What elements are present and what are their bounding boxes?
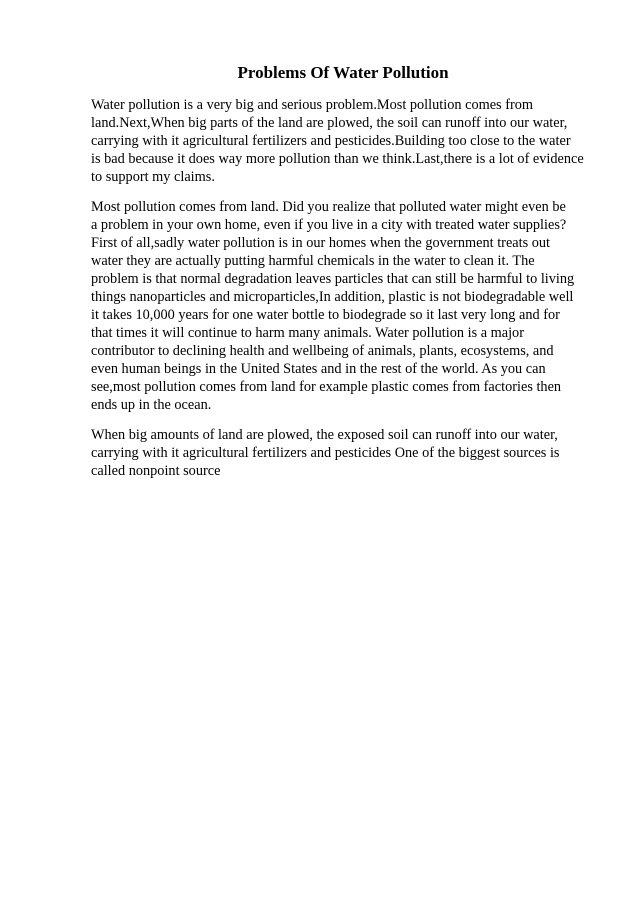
document-title: Problems Of Water Pollution xyxy=(237,63,449,82)
paragraph-line: carrying with it agricultural fertilizers and pesticides One of the biggest sources is xyxy=(91,445,560,461)
paragraph-line: called nonpoint source xyxy=(91,463,221,479)
paragraph-line: to support my claims. xyxy=(91,169,215,185)
paragraph-line: a problem in your own home, even if you live in a city with treated water supplies? xyxy=(91,217,567,233)
paragraph-line: see,most pollution comes from land for example plastic comes from factories then xyxy=(91,379,562,395)
paragraph-line: land.Next,When big parts of the land are plowed, the soil can runoff into our water, xyxy=(91,115,568,131)
paragraph-line: carrying with it agricultural fertilizers and pesticides.Building too close to the water xyxy=(91,133,571,149)
paragraph-line: it takes 10,000 years for one water bottle to biodegrade so it last very long and for xyxy=(91,307,560,323)
paragraph-line: things nanoparticles and microparticles,In addition, plastic is not biodegradable well xyxy=(91,289,574,305)
paragraph-line: ends up in the ocean. xyxy=(91,397,212,413)
paragraph-line: is bad because it does way more pollution than we think.Last,there is a lot of evidence xyxy=(91,151,584,167)
paragraph-line: that times it will continue to harm many animals. Water pollution is a major xyxy=(91,325,524,341)
paragraph-line: water they are actually putting harmful chemicals in the water to clean it. The xyxy=(91,253,535,269)
paragraph-line: First of all,sadly water pollution is in our homes when the government treats out xyxy=(91,235,551,251)
paragraph-line: even human beings in the United States and in the rest of the world. As you can xyxy=(91,361,546,377)
paragraph-line: contributor to declining health and wellbeing of animals, plants, ecosystems, and xyxy=(91,343,554,359)
paragraph-line: Most pollution comes from land. Did you realize that polluted water might even be xyxy=(91,199,566,215)
paragraph-line: Water pollution is a very big and serious problem.Most pollution comes from xyxy=(91,97,533,113)
paragraph-line: When big amounts of land are plowed, the exposed soil can runoff into our water, xyxy=(91,427,558,443)
paragraph-line: problem is that normal degradation leaves particles that can still be harmful to living xyxy=(91,271,575,287)
